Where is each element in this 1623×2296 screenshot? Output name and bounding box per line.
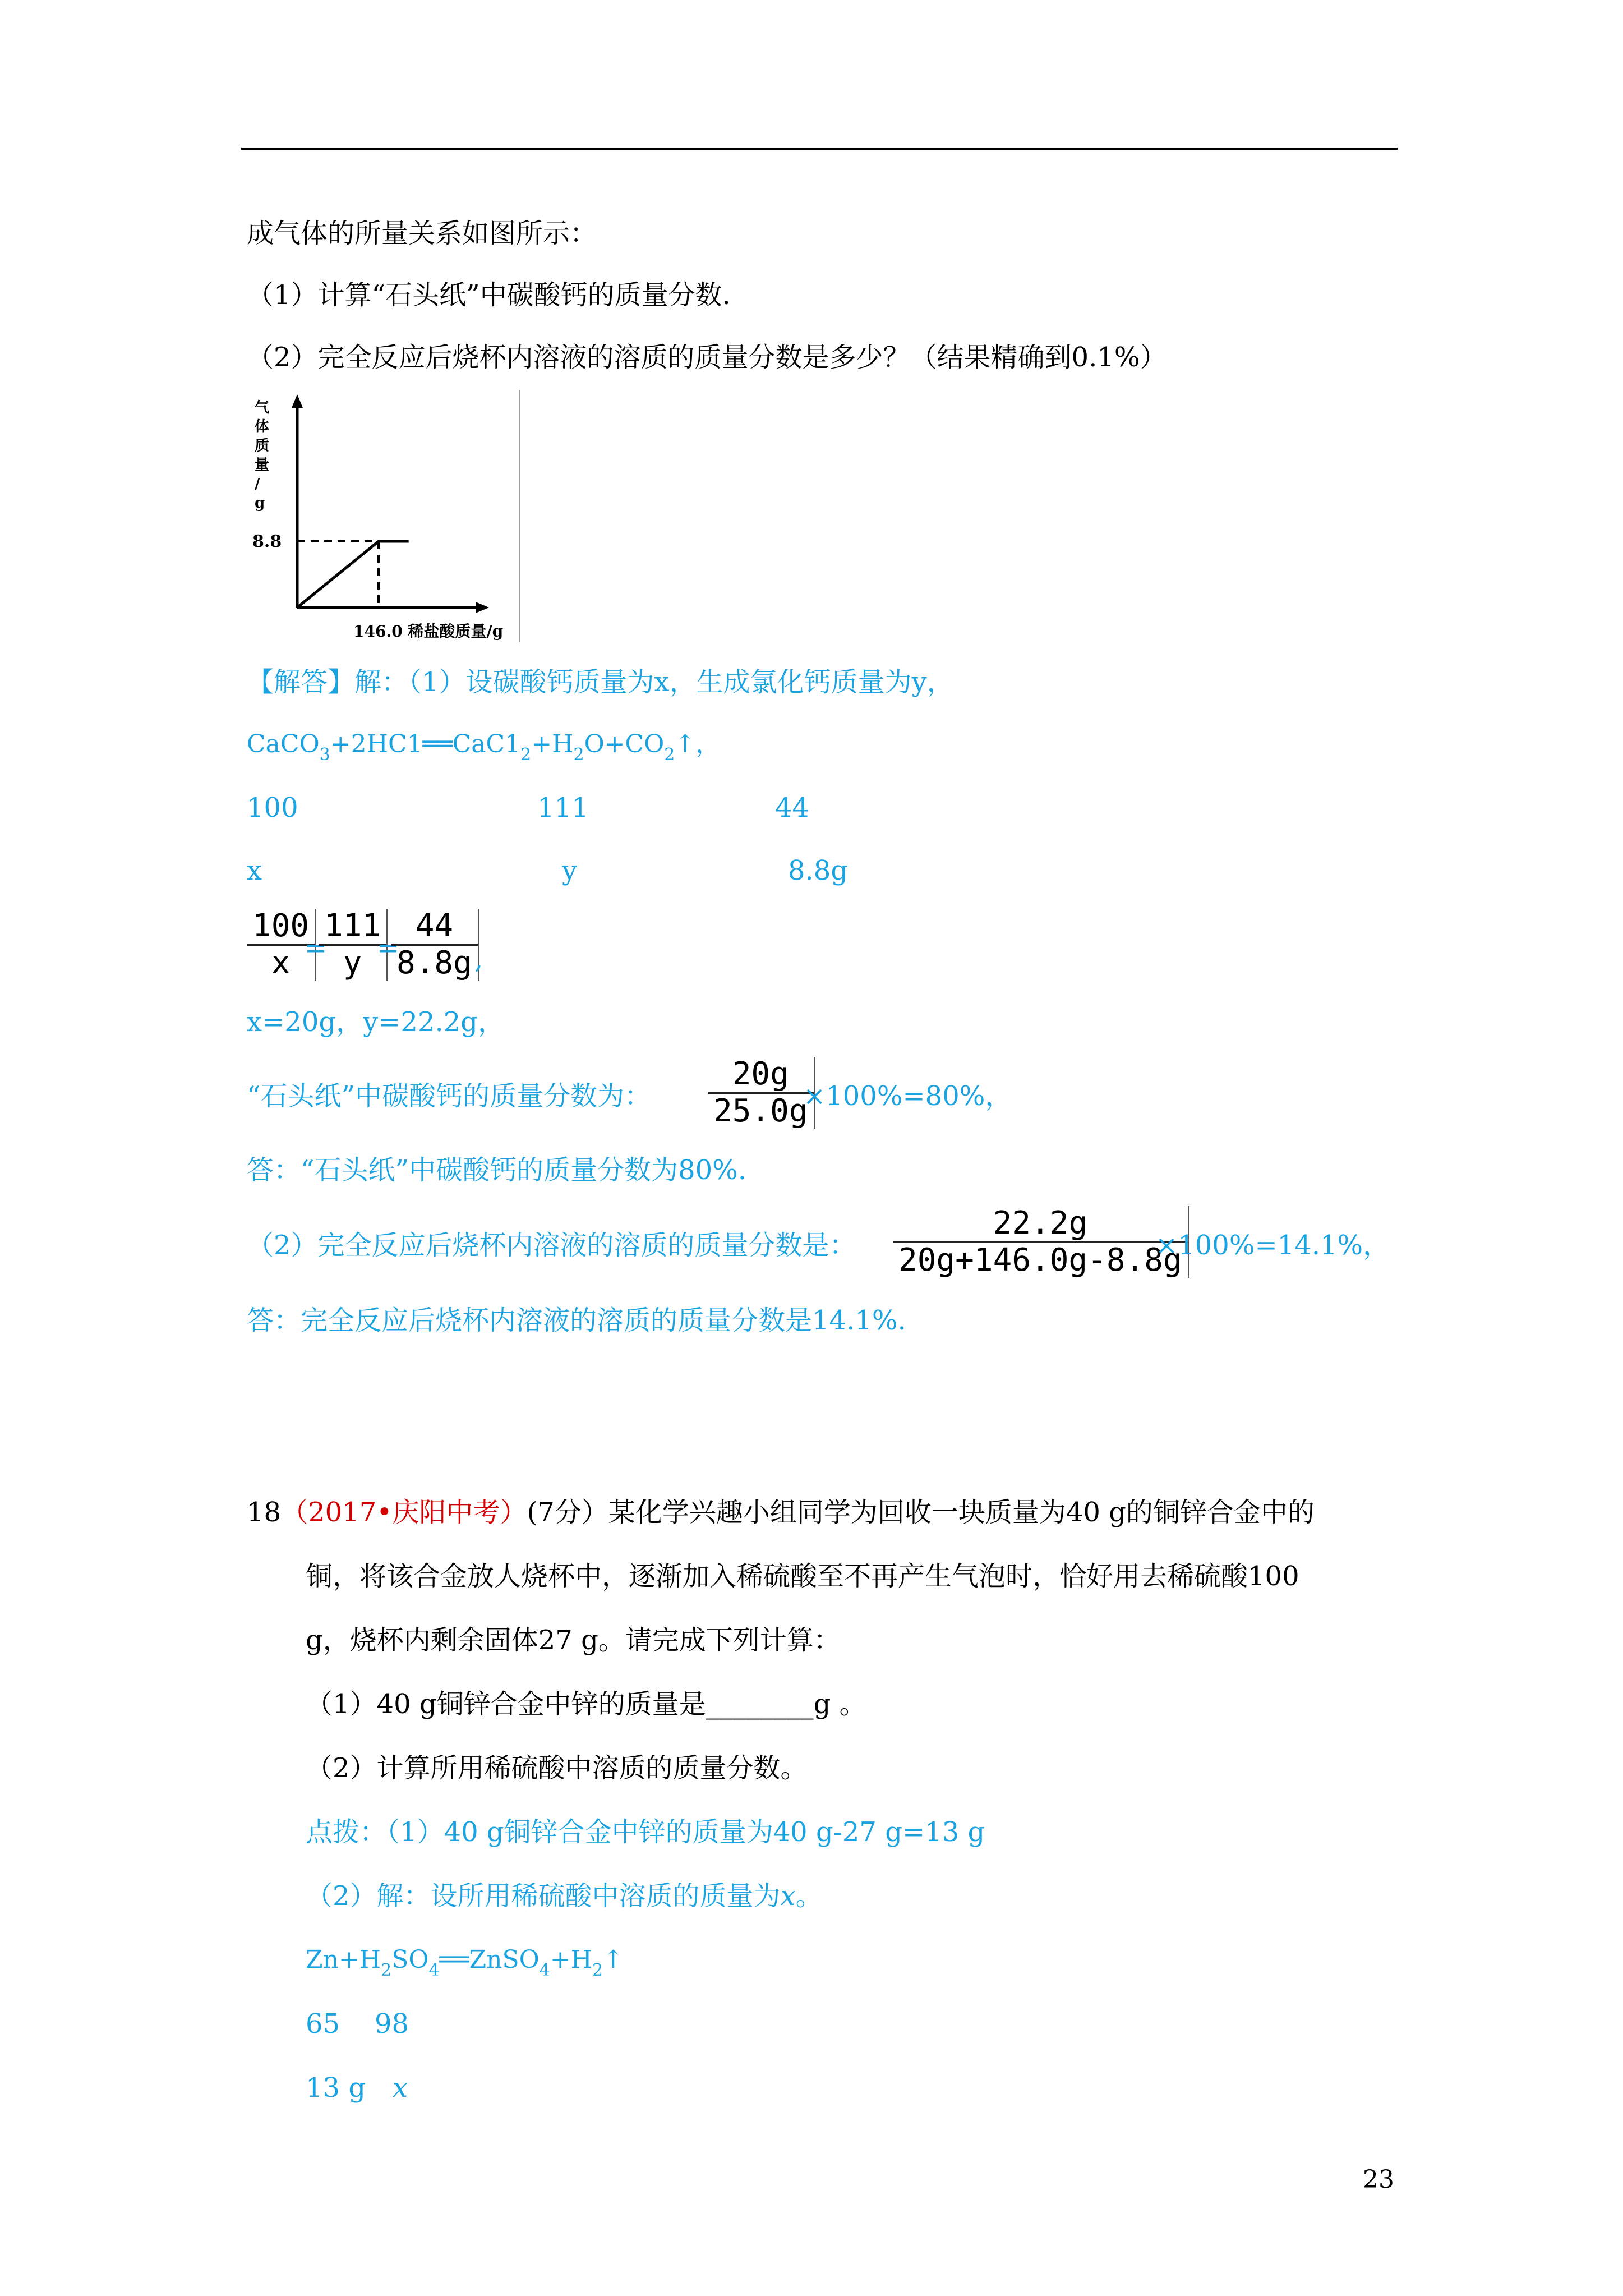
question-2: （2）完全反应后烧杯内溶液的溶质的质量分数是多少？（结果精确到0.1%） — [247, 342, 1167, 373]
eq-sub: 2 — [381, 1961, 392, 1980]
problem-18-line-1 — [247, 1496, 1315, 1529]
x-axis-arrow — [476, 602, 489, 613]
eq-sub: 3 — [319, 745, 330, 765]
numerator: 100 — [247, 909, 315, 946]
eq-part: +H — [550, 1945, 593, 1974]
answer-intro: 【解答】解：（1）设碳酸钙质量为x，生成氯化钙质量为y， — [247, 666, 954, 698]
fraction-concentration — [893, 1206, 1189, 1278]
answer-2: 答：完全反应后烧杯内溶液的溶质的质量分数是14.1%. — [247, 1305, 906, 1336]
eq-part: +2HC1══CaC1 — [330, 730, 521, 758]
solution-concentration: （2）完全反应后烧杯内溶液的溶质的质量分数是： — [247, 1230, 856, 1261]
eq-part: ↑， — [675, 730, 721, 758]
eq-part: ↑ — [603, 1945, 624, 1974]
eq-sub: 2 — [664, 745, 675, 765]
problem-18-line-3: g，烧杯内剩余固体27 g。请完成下列计算： — [306, 1625, 841, 1656]
molar-65: 65 — [306, 2008, 340, 2040]
x-axis-label: 146.0 稀盐酸质量/g — [353, 622, 504, 641]
question-1: （1）计算“石头纸”中碳酸钙的质量分数. — [247, 279, 731, 311]
eq-part: SO — [391, 1945, 429, 1974]
problem-source: （2017•庆阳中考） — [281, 1497, 527, 1528]
gas-mass-series — [297, 541, 409, 608]
problem-18-line-2: 铜，将该合金放人烧杯中，逐渐加入稀硫酸至不再产生气泡时，恰好用去稀硫酸100 — [306, 1561, 1299, 1592]
solution-values: x=20g，y=22.2g， — [247, 1006, 505, 1038]
concentration-result: ×100%=14.1%， — [1155, 1230, 1390, 1261]
problem-number: 18 — [247, 1497, 282, 1528]
y-axis-label: 气体质量/ g — [255, 399, 270, 512]
solution-text: 。 — [795, 1880, 823, 1912]
unknown-y: y — [562, 855, 578, 886]
denominator: x — [271, 945, 291, 981]
eq-sub: 2 — [520, 745, 532, 765]
header-rule — [241, 148, 1398, 150]
problem-text: (7分）某化学兴趣小组同学为回收一块质量为40 g的铜锌合金中的 — [527, 1497, 1315, 1528]
problem-18-question-2: （2）计算所用稀硫酸中溶质的质量分数。 — [306, 1752, 808, 1784]
eq-sub: 2 — [573, 745, 584, 765]
eq-sub: 4 — [539, 1961, 550, 1980]
page-number: 23 — [1363, 2165, 1394, 2194]
eq-part: CaCO — [247, 730, 320, 758]
y-tick-label: 8.8 — [252, 532, 282, 551]
comma: , — [474, 944, 483, 975]
percentage-statement: “石头纸”中碳酸钙的质量分数为： — [247, 1080, 652, 1112]
mass-13g: 13 g — [306, 2072, 366, 2104]
denominator: 20g+146.0g-8.8g — [898, 1242, 1182, 1278]
equals-sign: = — [305, 932, 328, 964]
gas-mass-chart — [247, 390, 520, 642]
denominator: y — [343, 945, 362, 981]
problem-18-question-1: （1）40 g铜锌合金中锌的质量是________g 。 — [306, 1688, 866, 1720]
eq-part: ══ZnSO — [439, 1945, 540, 1974]
denominator: 25.0g — [713, 1093, 808, 1129]
numerator: 111 — [319, 909, 386, 946]
unknown-x: x — [247, 855, 262, 886]
coef-100: 100 — [247, 792, 298, 823]
fraction-20g-25g — [708, 1057, 815, 1129]
solution-text: （2）解：设所用稀硫酸中溶质的质量为 — [306, 1880, 781, 1912]
eq-sub: 4 — [428, 1961, 440, 1980]
eq-part: +H — [531, 730, 574, 758]
reaction-equation-1 — [247, 728, 720, 764]
denominator: 8.8g — [396, 945, 472, 981]
coef-44: 44 — [775, 792, 810, 823]
fraction-44-8-8g — [391, 909, 479, 981]
percentage-result: ×100%=80%， — [803, 1080, 1012, 1112]
equals-sign: = — [377, 932, 400, 964]
eq-sub: 2 — [592, 1961, 603, 1980]
eq-part: O+CO — [584, 730, 665, 758]
unknown-x-2: x — [393, 2072, 408, 2104]
eq-part: Zn+H — [306, 1945, 381, 1974]
reaction-equation-2 — [306, 1943, 624, 1980]
molar-98: 98 — [375, 2008, 409, 2040]
numerator: 44 — [391, 909, 478, 946]
y-axis-arrow — [292, 394, 303, 408]
hint: 点拨：（1）40 g铜锌合金中锌的质量为40 g-27 g=13 g — [306, 1816, 985, 1848]
numerator: 22.2g — [893, 1206, 1188, 1243]
value-8-8g: 8.8g — [788, 855, 849, 886]
variable-x: x — [780, 1880, 796, 1912]
answer-1: 答：“石头纸”中碳酸钙的质量分数为80%. — [247, 1154, 747, 1186]
solution-2-intro — [306, 1879, 823, 1913]
text-line: 成气体的所量关系如图所示： — [247, 218, 597, 249]
numerator: 20g — [708, 1057, 814, 1094]
coef-111: 111 — [537, 792, 589, 823]
